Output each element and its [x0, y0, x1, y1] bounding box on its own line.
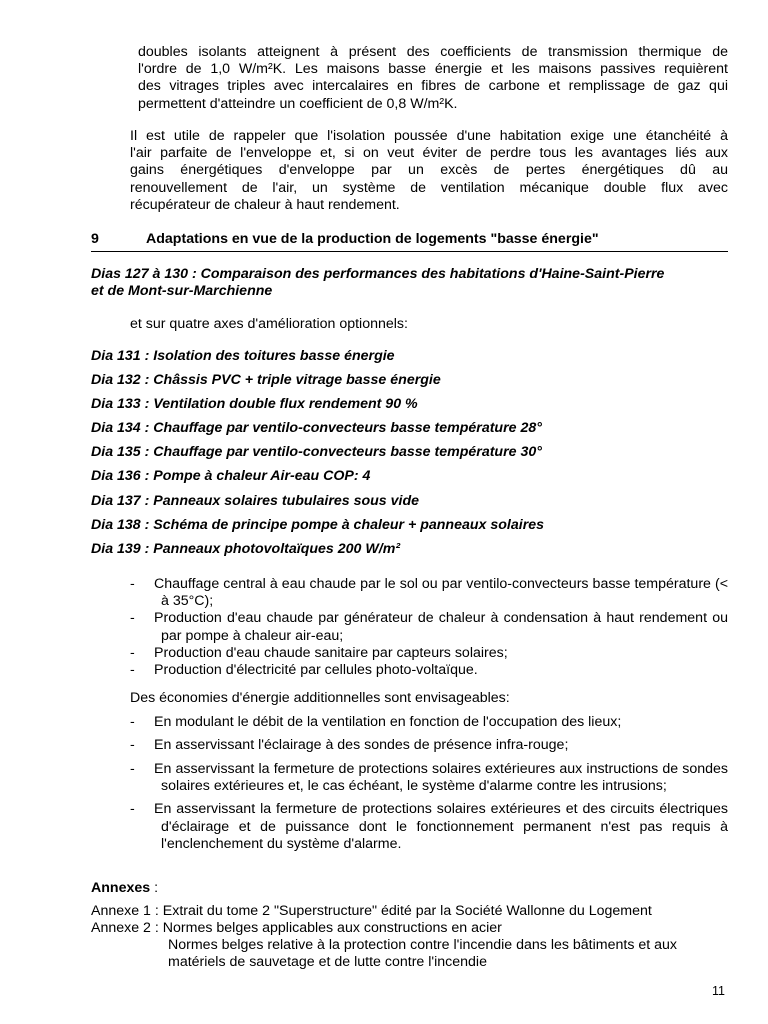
annexe-2-continuation: matériels de sauvetage et de lutte contre l'incendie — [168, 954, 487, 970]
dia-item: Dia 132 : Châssis PVC + triple vitrage basse énergie — [91, 372, 441, 389]
dia-item: Dia 133 : Ventilation double flux rendement 90 % — [91, 396, 418, 413]
savings-intro: Des économies d'énergie additionnelles sont envisageables: — [130, 690, 510, 706]
list-dash: - — [130, 662, 135, 679]
paragraph-line: Il est utile de rappeler que l'isolation poussée d'une habitation exige une étanchéité à — [130, 128, 728, 144]
list-dash: - — [130, 737, 135, 754]
section-number: 9 — [91, 231, 99, 247]
dia-item: Dia 134 : Chauffage par ventilo-convecteurs basse température 28° — [91, 420, 542, 437]
dia-list — [91, 348, 728, 565]
list-dash: - — [130, 714, 135, 730]
list-item — [130, 662, 728, 679]
list-item-text: En asservissant la fermeture de protections solaires extérieures aux instructions de sondes solaires extérieures et, le cas échéant, le système d'alarme contre les intrusions; — [154, 760, 728, 794]
page-number: 11 — [712, 984, 725, 998]
dia-item: Dia 138 : Schéma de principe pompe à chaleur + panneaux solaires — [91, 516, 544, 533]
paragraph-line: l'air parfaite de l'enveloppe et, si on veut éviter de perdre tous les avantages liés aux — [130, 145, 728, 162]
list-item-text: Production d'eau chaude sanitaire par capteurs solaires; — [154, 644, 508, 661]
list-item — [130, 714, 728, 731]
savings-list — [130, 714, 728, 859]
list-item — [130, 737, 728, 754]
paragraph-line: permettent d'atteindre un coefficient de 0,8 W/m²K. — [138, 95, 458, 112]
glazing-paragraph — [138, 44, 728, 113]
list-dash: - — [130, 644, 135, 661]
dia-item: Dia 139 : Panneaux photovoltaïques 200 W/m² — [91, 540, 401, 557]
list-dash: - — [130, 801, 135, 818]
paragraph-line: doubles isolants atteignent à présent des coefficients de transmission thermique de — [138, 44, 728, 60]
list-item — [130, 610, 728, 644]
list-item-text: Production d'électricité par cellules photo-voltaïque. — [154, 662, 478, 679]
dias-comparison-title — [91, 266, 728, 300]
annexes-heading — [91, 880, 158, 897]
annexes-label: Annexes — [91, 880, 151, 896]
dia-item: Dia 137 : Panneaux solaires tubulaires sous vide — [91, 492, 420, 509]
paragraph-line: renouvellement de l'air, un système de ventilation mécanique double flux avec — [130, 179, 728, 196]
list-dash: - — [130, 576, 135, 592]
section-title: Adaptations en vue de la production de logements "basse énergie" — [146, 231, 599, 247]
annexe-1: Annexe 1 : Extrait du tome 2 "Superstructure" édité par la Société Wallonne du Logement — [91, 903, 652, 919]
installations-list — [130, 576, 728, 679]
annexe-2: Annexe 2 : Normes belges applicables aux constructions en acier — [91, 920, 502, 936]
list-item — [130, 645, 728, 662]
list-item-text: En modulant le débit de la ventilation en fonction de l'occupation des lieux; — [154, 714, 622, 730]
list-dash: - — [130, 760, 135, 777]
list-item — [130, 761, 728, 795]
airtightness-paragraph — [130, 128, 728, 214]
section-heading — [91, 231, 728, 252]
list-item-text: Production d'eau chaude par générateur de chaleur à condensation à haut rendement ou par pompe à chaleur air-eau; — [154, 610, 728, 644]
list-item-text: Chauffage central à eau chaude par le sol ou par ventilo-convecteurs basse température (< à 35°C); — [154, 576, 728, 610]
dia-item: Dia 131 : Isolation des toitures basse énergie — [91, 348, 395, 364]
dias-title-line: et de Mont-sur-Marchienne — [91, 283, 273, 300]
list-item — [130, 801, 728, 853]
paragraph-line: des vitrages triples avec intercalaires en fibres de carbone et remplissage de gaz qui — [138, 78, 728, 95]
paragraph-line: l'ordre de 1,0 W/m²K. Les maisons basse énergie et les maisons passives requièrent — [138, 61, 728, 78]
dia-item: Dia 135 : Chauffage par ventilo-convecteurs basse température 30° — [91, 444, 542, 461]
list-item-text: En asservissant l'éclairage à des sondes de présence infra-rouge; — [154, 737, 569, 754]
annexe-2-continuation: Normes belges relative à la protection contre l'incendie dans les bâtiments et aux — [168, 937, 678, 953]
annexes-colon: : — [150, 880, 159, 896]
list-item-text: En asservissant la fermeture de protections solaires extérieures et des circuits électriques d'éclairage et de puissance dont le fonctionnement permanent n'est pas requis à l'enclenchement du système d'alarme. — [154, 801, 728, 852]
list-item — [130, 576, 728, 610]
dias-title-line: Dias 127 à 130 : Comparaison des performances des habitations d'Haine-Saint-Pierre — [91, 266, 665, 282]
list-dash: - — [130, 610, 135, 627]
axes-intro: et sur quatre axes d'amélioration optionnels: — [130, 316, 408, 332]
paragraph-line: gains énergétiques d'enveloppe par un excès de pertes énergétiques dû au — [130, 162, 728, 179]
paragraph-line: récupérateur de chaleur à haut rendement. — [130, 196, 400, 213]
dia-item: Dia 136 : Pompe à chaleur Air-eau COP: 4 — [91, 468, 371, 485]
